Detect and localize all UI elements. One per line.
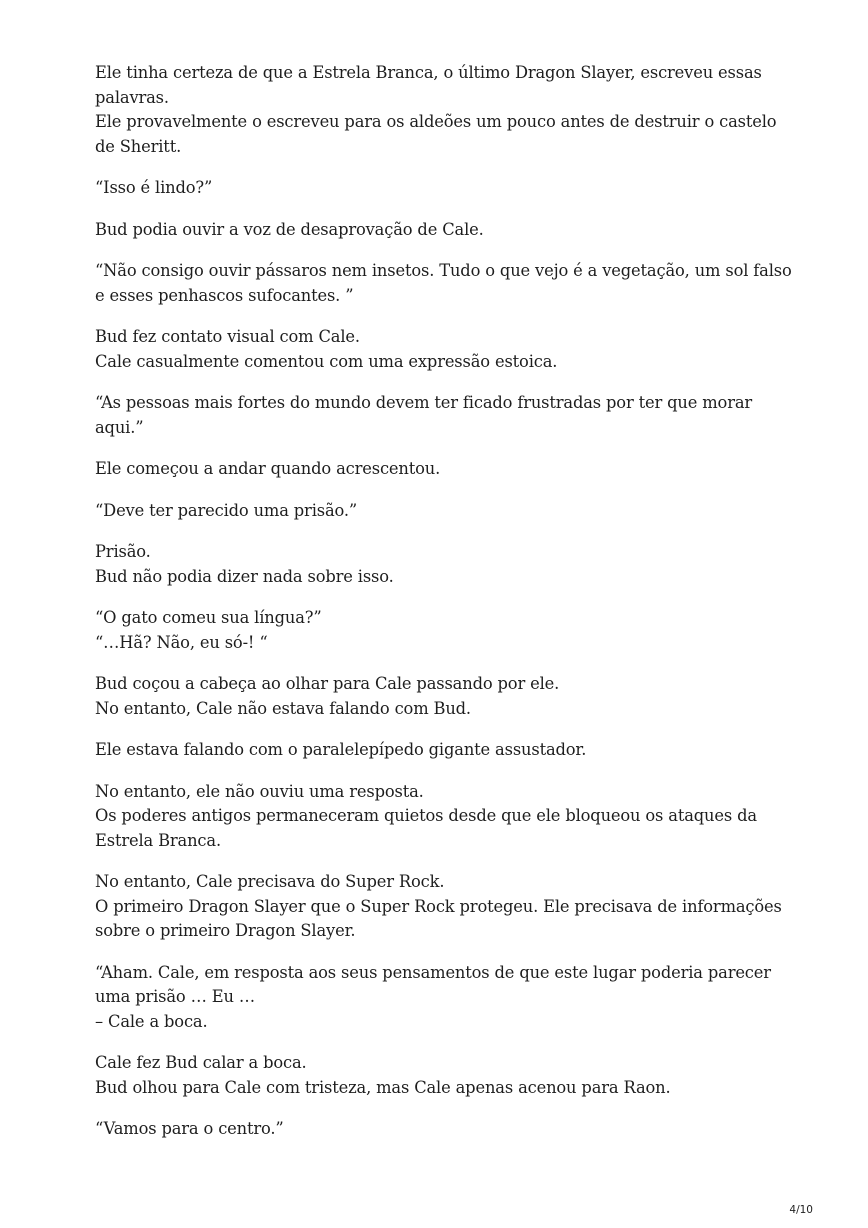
page-number: 4/10 [789,1204,813,1216]
paragraph [95,259,795,308]
text-line: Ele começou a andar quando acrescentou. [95,459,441,478]
paragraph [95,218,795,243]
paragraph [95,672,795,721]
paragraph [95,738,795,763]
text-line: Bud olhou para Cale com tristeza, mas Cale apenas acenou para Raon. [95,1077,671,1097]
text-line: Ele provavelmente o escreveu para os aldeões um pouco antes de destruir o castelo de Sheritt. [95,112,777,156]
text-line: “Não consigo ouvir pássaros nem insetos. Tudo o que vejo é a vegetação, um sol falso e esses penhascos sufocantes. ” [95,261,792,305]
paragraph [95,1051,795,1100]
paragraph [95,961,795,1035]
paragraph [95,61,795,159]
text-line: – Cale a boca. [95,1011,208,1031]
text-line: No entanto, ele não ouviu uma resposta. [95,781,424,801]
text-line: Cale fez Bud calar a boca. [95,1053,307,1072]
paragraph [95,325,795,374]
text-line: Ele estava falando com o paralelepípedo gigante assustador. [95,740,587,759]
paragraph [95,606,795,655]
text-line: “As pessoas mais fortes do mundo devem ter ficado frustradas por ter que morar aqui.” [95,393,753,437]
text-line: “Isso é lindo?” [95,178,213,197]
text-line: “O gato comeu sua língua?” [95,608,322,627]
text-line: Bud não podia dizer nada sobre isso. [95,566,394,586]
text-line: Bud coçou a cabeça ao olhar para Cale passando por ele. [95,674,560,693]
text-line: Os poderes antigos permaneceram quietos desde que ele bloqueou os ataques da Estrela Branca. [95,806,757,850]
text-line: Bud fez contato visual com Cale. [95,327,360,346]
text-line: “Vamos para o centro.” [95,1119,284,1138]
text-line: O primeiro Dragon Slayer que o Super Rock protegeu. Ele precisava de informações sobre o primeiro Dragon Slayer. [95,896,782,940]
document-body [95,61,795,1159]
paragraph [95,499,795,524]
paragraph [95,540,795,589]
paragraph [95,457,795,482]
paragraph [95,870,795,944]
text-line: “Deve ter parecido uma prisão.” [95,500,358,520]
paragraph [95,1117,795,1142]
text-line: Cale casualmente comentou com uma expressão estoica. [95,351,558,371]
text-line: No entanto, Cale não estava falando com Bud. [95,698,471,718]
text-line: “Aham. Cale, em resposta aos seus pensamentos de que este lugar poderia parecer uma prisão … Eu … [95,962,771,1006]
text-line: “…Hã? Não, eu só-! “ [95,632,268,652]
paragraph [95,176,795,201]
text-line: No entanto, Cale precisava do Super Rock. [95,872,445,891]
text-line: Bud podia ouvir a voz de desaprovação de Cale. [95,219,484,239]
paragraph [95,780,795,854]
text-line: Ele tinha certeza de que a Estrela Branca, o último Dragon Slayer, escreveu essas palavras. [95,63,762,107]
paragraph [95,391,795,440]
text-line: Prisão. [95,542,151,561]
